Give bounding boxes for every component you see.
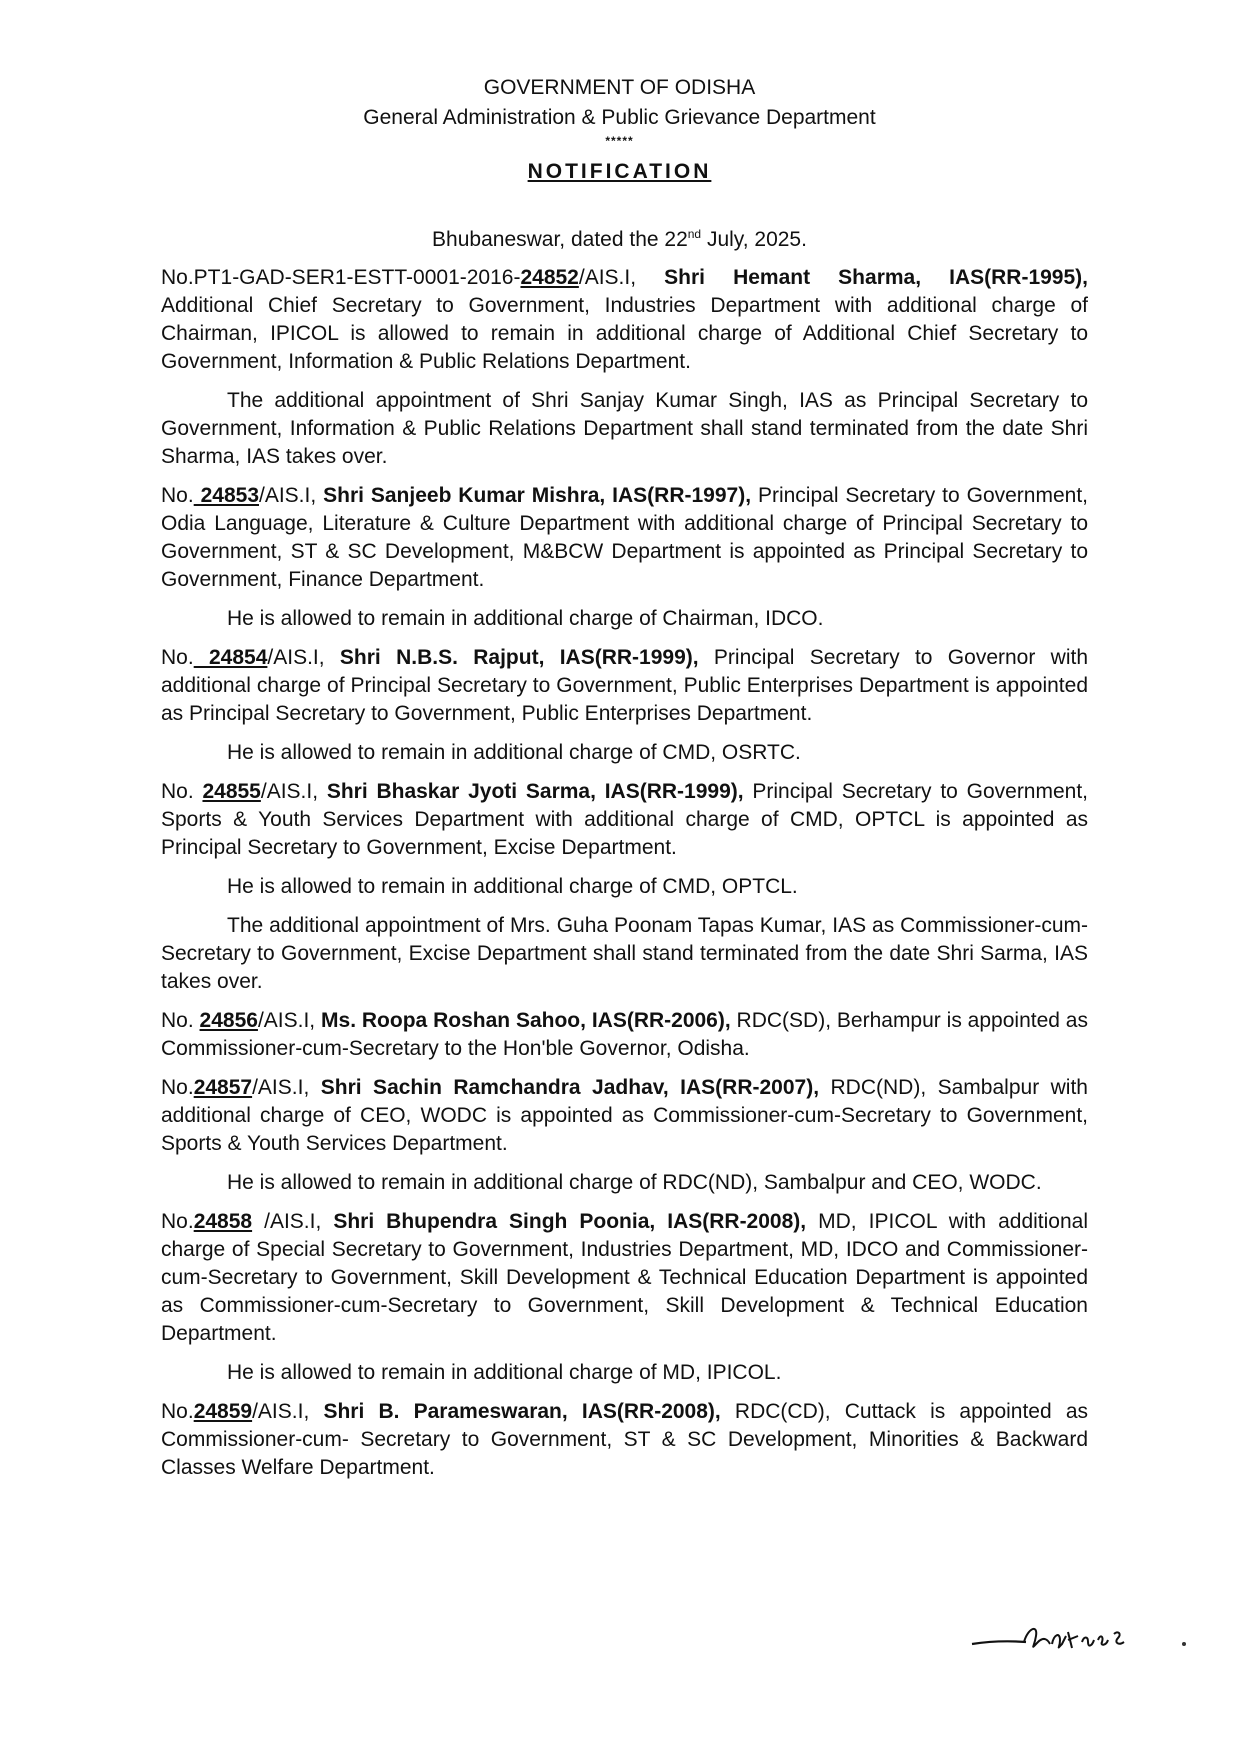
order-text: RDC(SD), Berhampur is appointed as Commissioner-cum-Secretary to the Hon'ble Governor, Odisha. <box>161 1009 1088 1060</box>
order-paragraph-3 <box>161 644 1088 728</box>
order-text: Principal Secretary to Government, Sports & Youth Services Department with additional charge of CMD, OPTCL is appointed as Principal Secretary to Government, Excise Department. <box>161 780 1089 859</box>
dateline-suffix: July, 2025. <box>701 228 807 251</box>
order-section: /AIS.I, <box>260 780 327 803</box>
order-prefix: No.PT1-GAD-SER1-ESTT-0001-2016- <box>161 266 521 289</box>
order-section: /AIS.I, <box>252 1400 324 1423</box>
order-paragraph-7 <box>161 1208 1088 1348</box>
order-paragraph-5 <box>161 1007 1088 1063</box>
order-reference-number: 24853 <box>193 484 259 507</box>
handwritten-signature <box>968 1618 1143 1663</box>
order-reference-number: 24859 <box>193 1400 253 1423</box>
order-paragraph-1 <box>161 264 1088 376</box>
order-section: /AIS.I, <box>578 266 665 289</box>
order-section: /AIS.I, <box>259 484 324 507</box>
order-text: RDC(ND), Sambalpur with additional charge of CEO, WODC is appointed as Commissioner-cum-Secretary to Government, Sports & Youth Services Department. <box>161 1076 1088 1155</box>
additional-charge-paragraph-3: He is allowed to remain in additional charge of CMD, OPTCL. <box>227 875 798 898</box>
order-text: MD, IPICOL with additional charge of Special Secretary to Government, Industries Department, MD, IDCO and Commissioner-cum-Secretary to Government, Skill Development & Technical Education Department is appointed as Commissioner-cum-Secretary to Government, Skill Development & Technical Education Department. <box>161 1210 1088 1345</box>
order-prefix: No. <box>161 1210 194 1233</box>
officer-name: Shri N.B.S. Rajput, IAS(RR-1999), <box>339 646 699 669</box>
termination-paragraph-1: The additional appointment of Shri Sanjay Kumar Singh, IAS as Principal Secretary to Government, Information & Public Relations Department shall stand terminated from the date Shri Sharma, IAS takes over. <box>161 389 1088 468</box>
notification-title: NOTIFICATION <box>527 160 712 183</box>
order-reference-number: 24856 <box>199 1009 258 1032</box>
officer-name: Shri Bhaskar Jyoti Sarma, IAS(RR-1999), <box>326 780 744 803</box>
additional-charge-paragraph-5: He is allowed to remain in additional charge of MD, IPICOL. <box>227 1361 782 1384</box>
notification-body <box>161 264 1088 1493</box>
order-text: RDC(CD), Cuttack is appointed as Commissioner-cum- Secretary to Government, ST & SC Development, Minorities & Backward Classes Welfare Department. <box>161 1400 1088 1479</box>
star-separator: ***** <box>605 134 634 148</box>
order-section: /AIS.I, <box>252 1076 321 1099</box>
order-reference-number: 24857 <box>193 1076 253 1099</box>
termination-paragraph-2: The additional appointment of Mrs. Guha Poonam Tapas Kumar, IAS as Commissioner-cum-Secretary to Government, Excise Department shall stand terminated from the date Shri Sarma, IAS takes over. <box>161 914 1088 993</box>
additional-charge-paragraph-2: He is allowed to remain in additional charge of CMD, OSRTC. <box>227 741 801 764</box>
dateline-superscript: nd <box>687 227 702 241</box>
officer-name: Shri Hemant Sharma, IAS(RR-1995), <box>664 266 1088 289</box>
order-prefix: No. <box>161 646 194 669</box>
order-prefix: No. <box>161 1400 194 1423</box>
officer-name: Shri Bhupendra Singh Poonia, IAS(RR-2008), <box>333 1210 807 1233</box>
order-prefix: No. <box>161 1076 194 1099</box>
dateline <box>0 227 1239 252</box>
order-paragraph-2 <box>161 482 1088 594</box>
officer-name: Shri B. Parameswaran, IAS(RR-2008), <box>323 1400 721 1423</box>
officer-name: Shri Sachin Ramchandra Jadhav, IAS(RR-2007), <box>320 1076 820 1099</box>
additional-charge-paragraph-1: He is allowed to remain in additional charge of Chairman, IDCO. <box>227 607 824 630</box>
order-section: /AIS.I, <box>267 646 340 669</box>
additional-charge-paragraph-4: He is allowed to remain in additional charge of RDC(ND), Sambalpur and CEO, WODC. <box>227 1171 1042 1194</box>
order-text: Additional Chief Secretary to Government, Industries Department with additional charge of Chairman, IPICOL is allowed to remain in additional charge of Additional Chief Secretary to Government, Information & Public Relations Department. <box>161 294 1088 373</box>
order-prefix: No. <box>161 780 203 803</box>
order-paragraph-6 <box>161 1074 1088 1158</box>
officer-name: Ms. Roopa Roshan Sahoo, IAS(RR-2006), <box>321 1009 731 1032</box>
order-reference-number: 24858 <box>193 1210 253 1233</box>
order-prefix: No. <box>161 1009 200 1032</box>
order-section: /AIS.I, <box>252 1210 334 1233</box>
order-prefix: No. <box>161 484 194 507</box>
order-reference-number: 24855 <box>202 780 261 803</box>
order-text: Principal Secretary to Government, Odia Language, Literature & Culture Department with additional charge of Principal Secretary to Government, ST & SC Development, M&BCW Department is appointed as Principal Secretary to Government, Finance Department. <box>161 484 1088 591</box>
order-reference-number: 24852 <box>520 266 579 289</box>
order-text: Principal Secretary to Governor with additional charge of Principal Secretary to Government, Public Enterprises Department is appointed as Principal Secretary to Government, Public Enterprises Department. <box>161 646 1089 725</box>
dateline-prefix: Bhubaneswar, dated the 22 <box>432 228 688 251</box>
order-reference-number: 24854 <box>193 646 268 669</box>
order-paragraph-8 <box>161 1398 1088 1482</box>
government-heading: GOVERNMENT OF ODISHA <box>483 76 756 99</box>
officer-name: Shri Sanjeeb Kumar Mishra, IAS(RR-1997), <box>323 484 752 507</box>
scan-speck <box>1182 1642 1186 1646</box>
order-section: /AIS.I, <box>257 1009 322 1032</box>
order-paragraph-4 <box>161 778 1088 862</box>
department-heading: General Administration & Public Grievance Department <box>363 106 876 129</box>
